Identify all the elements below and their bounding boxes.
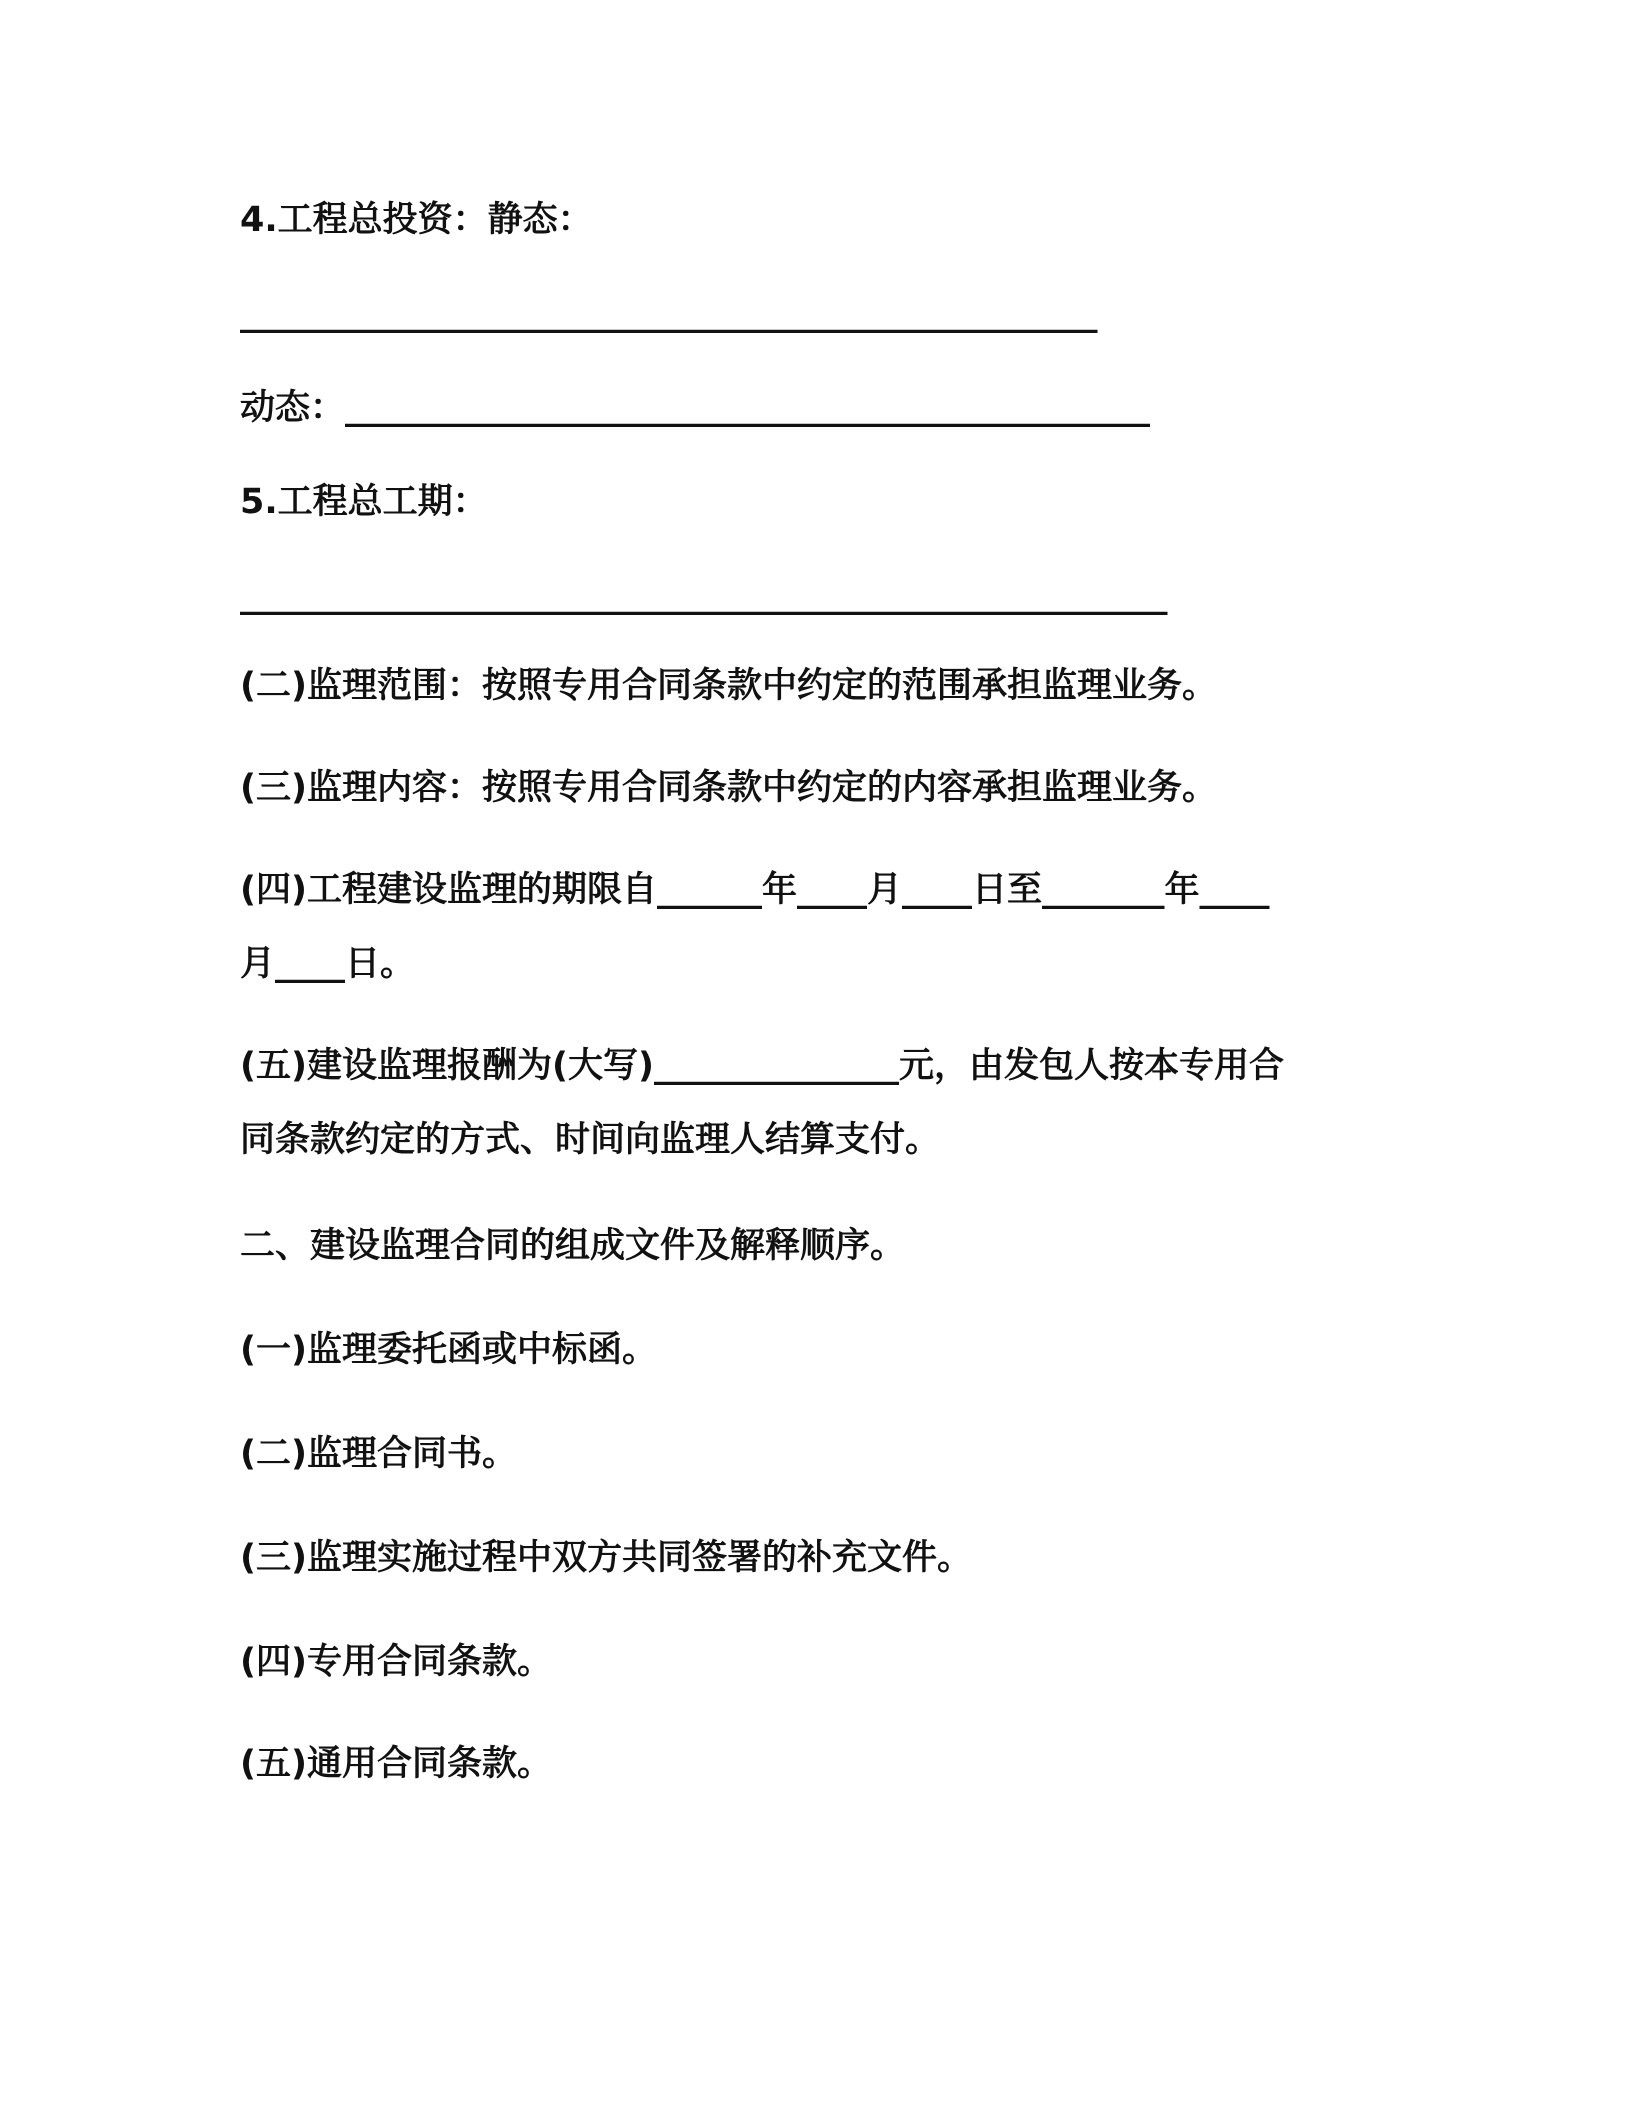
section-heading-contract-documents: 二、建设监理合同的组成文件及解释顺序。 (240, 1226, 906, 1266)
supervision-fee-line-2: 同条款约定的方式、时间向监理人结算支付。 (240, 1120, 941, 1160)
document-item-1: (一)监理委托函或中标函。 (240, 1330, 657, 1370)
supervision-period-line-1: (四)工程建设监理的期限自______年____月____日至_______年____ (240, 870, 1270, 910)
document-item-3: (三)监理实施过程中双方共同签署的补充文件。 (240, 1538, 972, 1578)
total-investment-dynamic-line: 动态：______________________________________________ (240, 388, 1151, 428)
total-investment-static-label: 4.工程总投资：静态： (240, 200, 593, 240)
supervision-content: (三)监理内容：按照专用合同条款中约定的内容承担监理业务。 (240, 768, 1217, 808)
total-investment-static-blank: _________________________________________________ (240, 294, 1098, 334)
document-item-5: (五)通用合同条款。 (240, 1744, 552, 1784)
document-item-2: (二)监理合同书。 (240, 1434, 517, 1474)
document-item-4: (四)专用合同条款。 (240, 1642, 552, 1682)
supervision-scope: (二)监理范围：按照专用合同条款中约定的范围承担监理业务。 (240, 666, 1217, 706)
supervision-fee-line-1: (五)建设监理报酬为(大写)______________元，由发包人按本专用合 (240, 1046, 1284, 1086)
supervision-period-line-2: 月____日。 (240, 944, 416, 984)
total-duration-label: 5.工程总工期： (240, 482, 488, 522)
total-duration-blank: _____________________________________________________ (240, 576, 1168, 616)
